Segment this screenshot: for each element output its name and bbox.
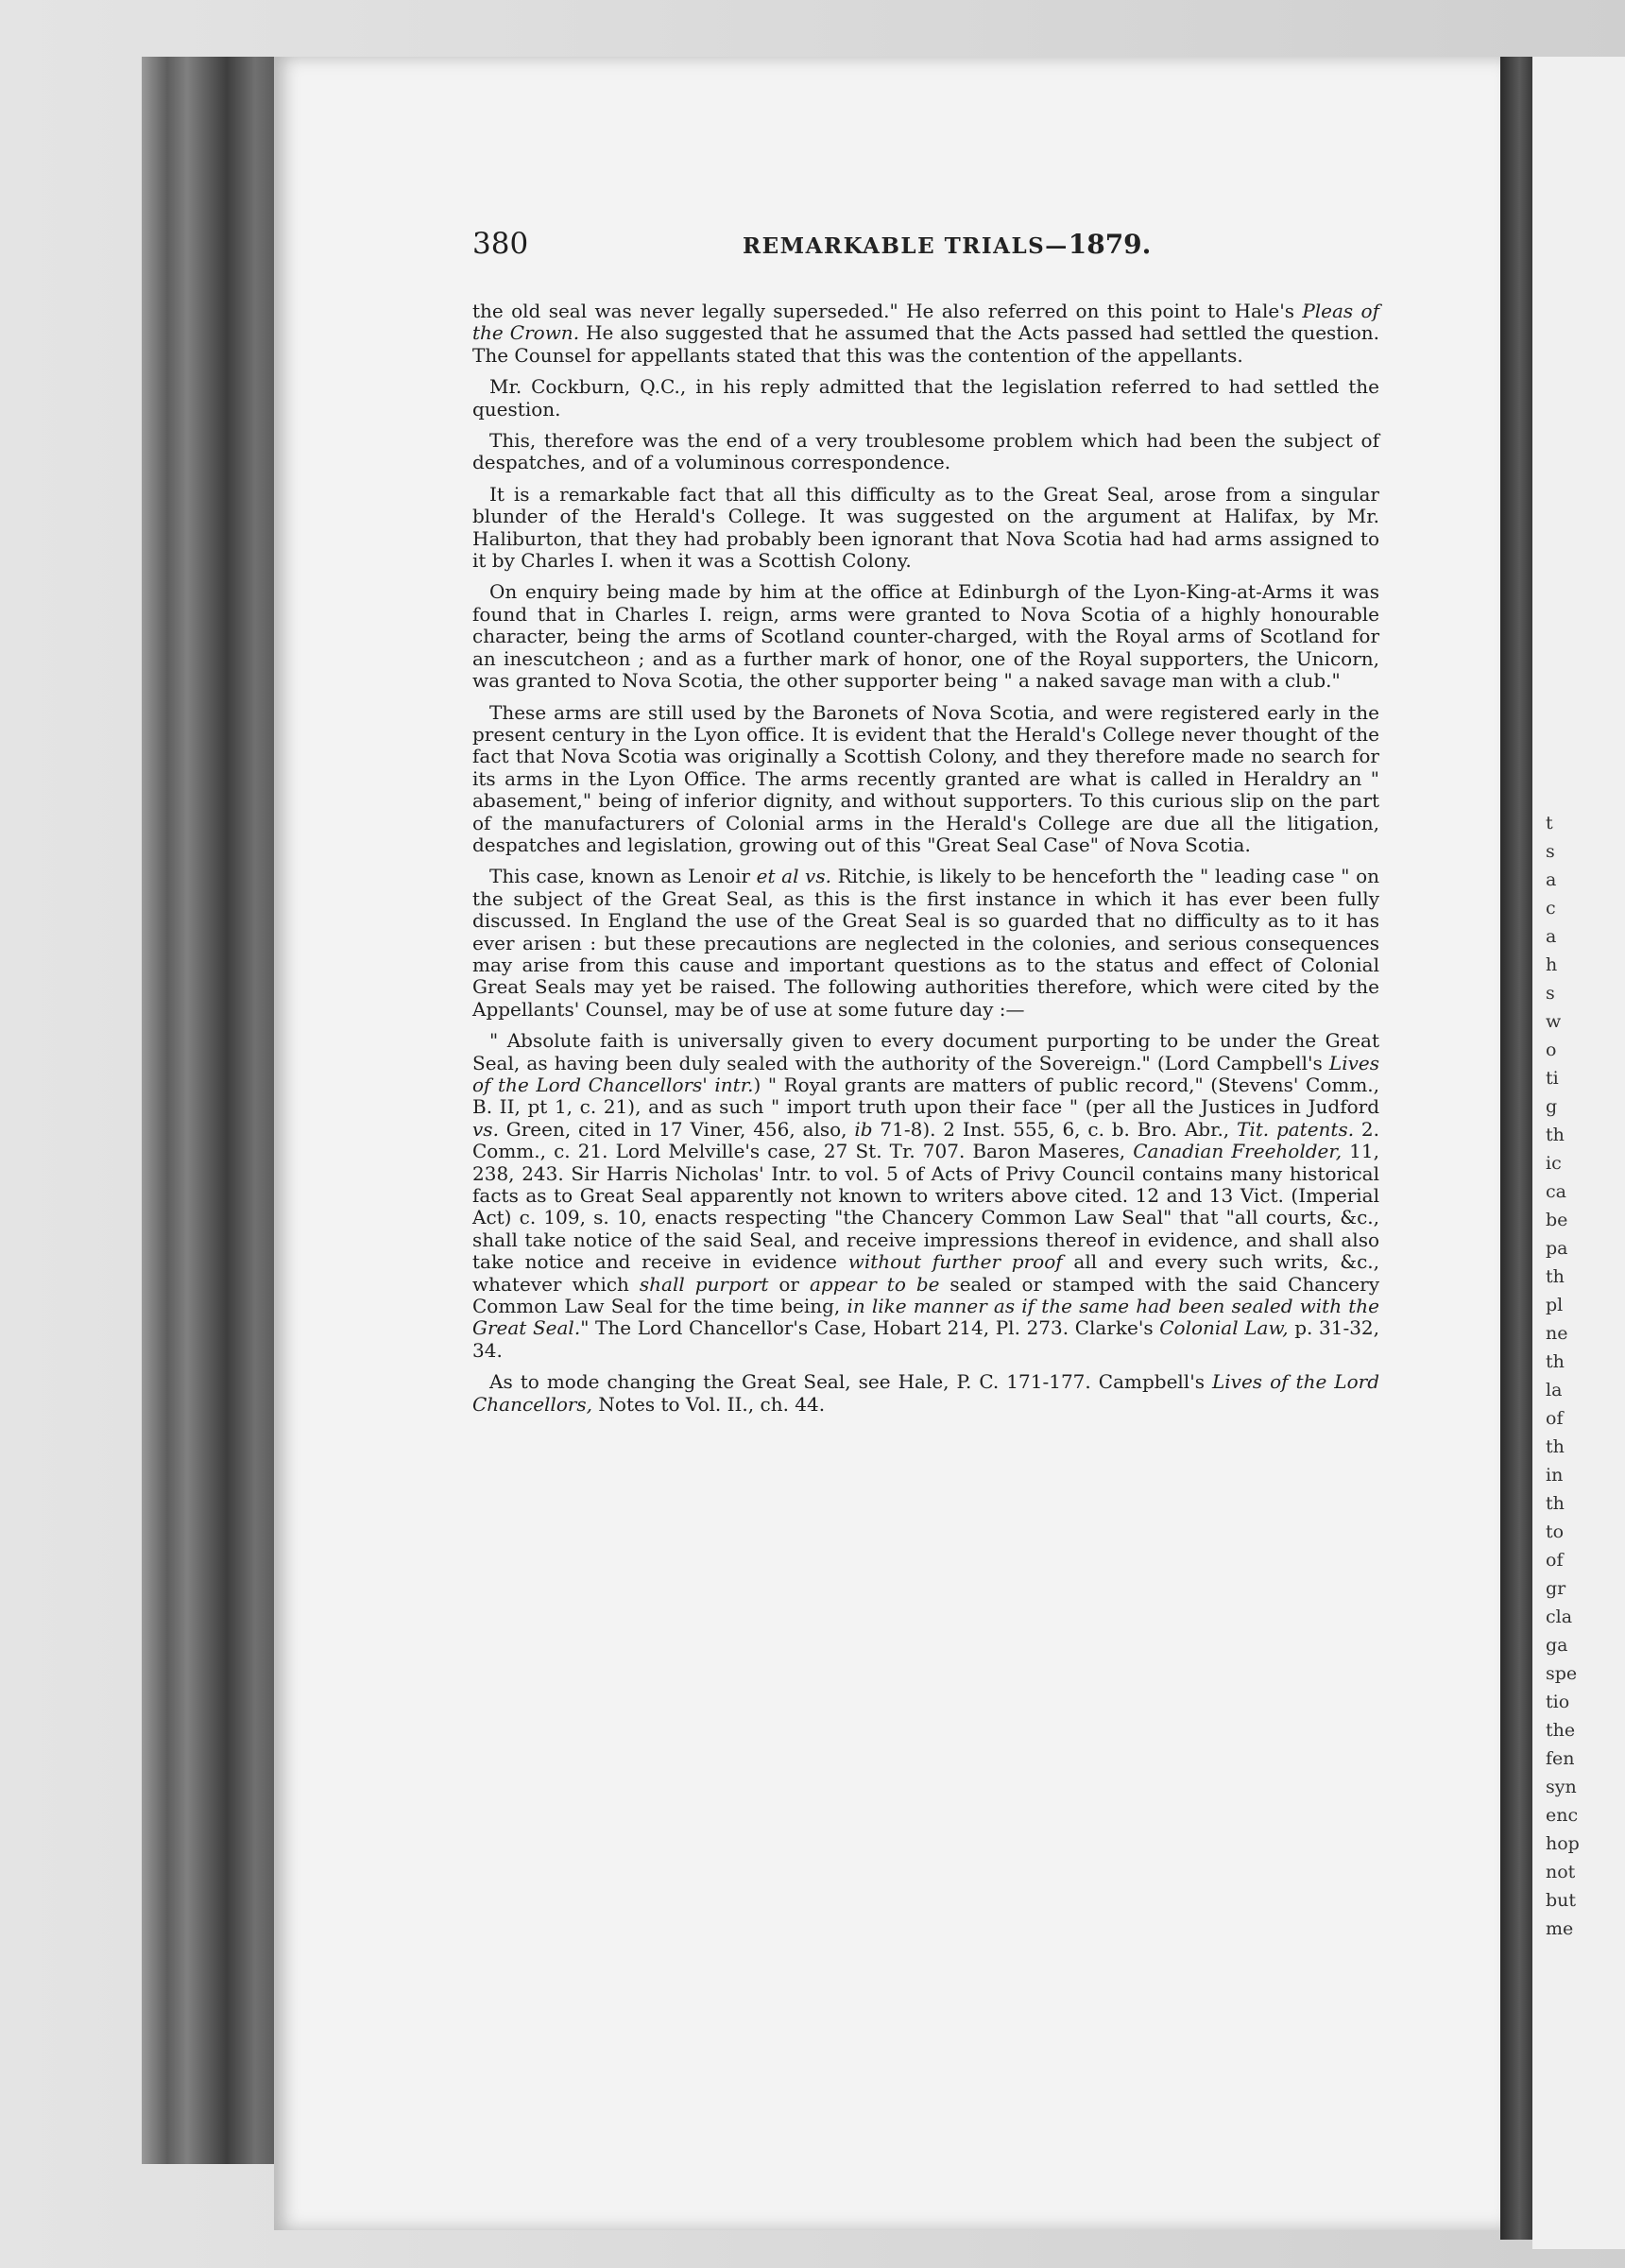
paragraph bbox=[472, 376, 1379, 421]
facing-page-fragment: ne bbox=[1546, 1323, 1568, 1344]
facing-page-fragment: gr bbox=[1546, 1578, 1566, 1599]
facing-page-edge bbox=[1532, 57, 1625, 2249]
facing-page-fragment: o bbox=[1546, 1040, 1557, 1060]
text-run: He also suggested that he assumed that the Acts passed had settled the question. The Counsel for appellants stated that this was the contention of the appellants. bbox=[472, 321, 1380, 367]
paragraph bbox=[472, 581, 1379, 692]
facing-page-fragment: ic bbox=[1546, 1153, 1562, 1174]
text-run: " The Lord Chancellor's Case, Hobart 214, Pl. 273. Clarke's bbox=[580, 1316, 1160, 1340]
facing-page-fragment: cla bbox=[1546, 1606, 1573, 1627]
italic-text: without further proof bbox=[847, 1250, 1063, 1274]
facing-page-fragment: the bbox=[1546, 1720, 1576, 1741]
facing-page-fragment: a bbox=[1546, 926, 1557, 947]
facing-page-fragment: w bbox=[1546, 1011, 1562, 1032]
facing-page-fragment: me bbox=[1546, 1918, 1574, 1939]
facing-page-fragment: g bbox=[1546, 1096, 1558, 1117]
text-run: the old seal was never legally superseded." He also referred on this point to Hale's bbox=[472, 300, 1303, 322]
facing-page-fragment: spe bbox=[1546, 1663, 1578, 1684]
paragraph bbox=[472, 1030, 1379, 1362]
facing-page-fragment: tio bbox=[1546, 1692, 1570, 1712]
text-run: sealed or stamped with the said Chancery Common Law Seal for the time being, bbox=[472, 1272, 1379, 1318]
italic-text: Tit. patents. bbox=[1237, 1117, 1355, 1141]
italic-text: Colonial Law, bbox=[1159, 1316, 1289, 1340]
facing-page-fragment: th bbox=[1546, 1266, 1565, 1287]
italic-text: Lives of the Lord Chancellors, bbox=[472, 1370, 1379, 1416]
text-run: This, therefore was the end of a very troublesome problem which had been the subject of despatches, and of a voluminous correspondence. bbox=[472, 429, 1379, 474]
text-run: These arms are still used by the Baronets of Nova Scotia, and were registered early in the present century in the Lyon office. It is evident that the Herald's College never thought of the fact that Nova Scotia was originally a Scottish Colony, and they therefore made no search for its arms in the Lyon Office. The arms recently granted are what is called in Heraldry an " abasement," being of inferior dignity, and without supporters. To this curious slip on the part of the manufacturers of Colonial arms in the Herald's College are due all the litigation, despatches and legislation, growing out of this "Great Seal Case" of Nova Scotia. bbox=[472, 700, 1379, 856]
facing-page-fragment: of bbox=[1546, 1550, 1564, 1571]
italic-text: Pleas of the Crown. bbox=[472, 300, 1379, 345]
facing-page-fragment: th bbox=[1546, 1125, 1565, 1145]
text-run: Green, cited in 17 Viner, 456, also, bbox=[498, 1117, 855, 1141]
text-run: Notes to Vol. II., ch. 44. bbox=[592, 1392, 826, 1416]
facing-page-fragment: la bbox=[1546, 1380, 1563, 1400]
text-run: or bbox=[768, 1272, 810, 1296]
facing-page-fragment: be bbox=[1546, 1210, 1568, 1230]
text-run: ) " Royal grants are matters of public record," (Stevens' Comm., B. II, pt 1, c. 21), and as such " import truth upon their face " (per all the Justices in Judford bbox=[472, 1074, 1380, 1119]
text-run: As to mode changing the Great Seal, see Hale, P. C. 171-177. Campbell's bbox=[489, 1370, 1212, 1394]
facing-page-fragment: t bbox=[1546, 813, 1553, 833]
italic-text: Lives of the Lord Chancellors' intr. bbox=[472, 1051, 1379, 1096]
paragraph bbox=[472, 430, 1379, 474]
text-run: all and every such writs, &c., whatever which bbox=[472, 1250, 1379, 1296]
facing-page-fragment: but bbox=[1546, 1890, 1577, 1911]
italic-text: et al vs. bbox=[756, 865, 831, 888]
italic-text: appear to be bbox=[809, 1272, 940, 1296]
facing-page-fragment: enc bbox=[1546, 1805, 1579, 1826]
running-head-title: REMARKABLE TRIALS— bbox=[743, 233, 1069, 259]
facing-page-fragment: syn bbox=[1546, 1777, 1577, 1797]
facing-page-fragment: to bbox=[1546, 1521, 1565, 1542]
facing-page-fragment: s bbox=[1546, 841, 1555, 862]
text-run: On enquiry being made by him at the office at Edinburgh of the Lyon-King-at-Arms it was found that in Charles I. reign, arms were granted to Nova Scotia of a highly honourable character, being the arms of Scotland counter-charged, with the Royal arms of Scotland for an inescutcheon ; and as a further mark of honor, one of the Royal supporters, the Unicorn, was granted to Nova Scotia, the other supporter being " a naked savage man with a club." bbox=[472, 580, 1379, 693]
facing-page-fragment: th bbox=[1546, 1351, 1565, 1372]
text-run: 71-8). 2 Inst. 555, 6, c. b. Bro. Abr., bbox=[872, 1117, 1237, 1141]
facing-page-fragment: ca bbox=[1546, 1181, 1566, 1202]
book-gutter bbox=[1500, 57, 1532, 2240]
running-head bbox=[743, 229, 1151, 260]
facing-page-fragment: hop bbox=[1546, 1833, 1580, 1854]
facing-page-fragment: not bbox=[1546, 1862, 1576, 1882]
paragraph bbox=[472, 1371, 1379, 1416]
text-run: 2. Comm., c. 21. Lord Melville's case, 27 St. Tr. 707. Baron Maseres, bbox=[472, 1117, 1379, 1163]
facing-page-fragment: of bbox=[1546, 1408, 1564, 1429]
facing-page-fragment: a bbox=[1546, 869, 1557, 890]
paragraph bbox=[472, 866, 1379, 1021]
facing-page-fragment: pl bbox=[1546, 1295, 1564, 1315]
paragraph bbox=[472, 484, 1379, 573]
italic-text: in like manner as if the same had been sealed with the Great Seal. bbox=[472, 1295, 1379, 1340]
italic-text: vs. bbox=[472, 1117, 499, 1141]
facing-page-fragment: c bbox=[1546, 898, 1556, 919]
facing-page-fragment: th bbox=[1546, 1436, 1565, 1457]
facing-page-fragment: pa bbox=[1546, 1238, 1568, 1259]
facing-page-fragment: ti bbox=[1546, 1068, 1559, 1089]
text-run: Ritchie, is likely to be henceforth the " leading case " on the subject of the Great Seal, as this is the first instance in which it has ever been fully discussed. In England the use of the Great Seal is so guarded that no difficulty as to it has ever arisen : but these precautions are neglected in the colonies, and serious consequences may arise from this cause and important questions as to the status and effect of Colonial Great Seals may yet be raised. The following authorities therefore, which were cited by the Appellants' Counsel, may be of use at some future day :— bbox=[472, 865, 1380, 1021]
facing-page-fragment: ga bbox=[1546, 1635, 1568, 1656]
page-number: 380 bbox=[472, 227, 529, 261]
body-text bbox=[472, 301, 1379, 1425]
facing-page-fragment: s bbox=[1546, 983, 1555, 1004]
text-run: " Absolute faith is universally given to every document purporting to be under the Great Seal, as having been duly sealed with the authority of the Sovereign." (Lord Campbell's bbox=[472, 1029, 1379, 1074]
text-run: Mr. Cockburn, Q.C., in his reply admitted that the legislation referred to had settled the question. bbox=[472, 375, 1379, 421]
running-head-year: 1879. bbox=[1068, 229, 1152, 260]
text-run: This case, known as Lenoir bbox=[489, 865, 757, 888]
text-run: It is a remarkable fact that all this difficulty as to the Great Seal, arose from a singular blunder of the Herald's College. It was suggested on the argument at Halifax, by Mr. Haliburton, that they had probably been ignorant that Nova Scotia had had arms assigned to it by Charles I. when it was a Scottish Colony. bbox=[472, 482, 1379, 573]
facing-page-fragment: in bbox=[1546, 1465, 1564, 1486]
page-header bbox=[472, 227, 1379, 265]
book-spine-page-edges bbox=[142, 57, 283, 2164]
facing-page-fragment: h bbox=[1546, 954, 1558, 975]
italic-text: Canadian Freeholder, bbox=[1133, 1140, 1343, 1163]
paragraph bbox=[472, 301, 1379, 367]
text-run: 11, 238, 243. Sir Harris Nicholas' Intr. to vol. 5 of Acts of Privy Council contains many historical facts as to Great Seal apparently not known to writers above cited. 12 and 13 Vict. (Imperial Act) c. 109, s. 10, enacts respecting "the Chancery Common Law Seal" that "all courts, &c., shall take notice of the said Seal, and receive impressions thereof in evidence, and shall also take notice and receive in evidence bbox=[472, 1140, 1379, 1274]
paragraph bbox=[472, 702, 1379, 857]
italic-text: shall purport bbox=[639, 1272, 769, 1296]
text-run: p. 31-32, 34. bbox=[472, 1316, 1380, 1362]
facing-page-fragment: fen bbox=[1546, 1748, 1575, 1769]
facing-page-fragment: th bbox=[1546, 1493, 1565, 1514]
italic-text: ib bbox=[854, 1117, 873, 1141]
